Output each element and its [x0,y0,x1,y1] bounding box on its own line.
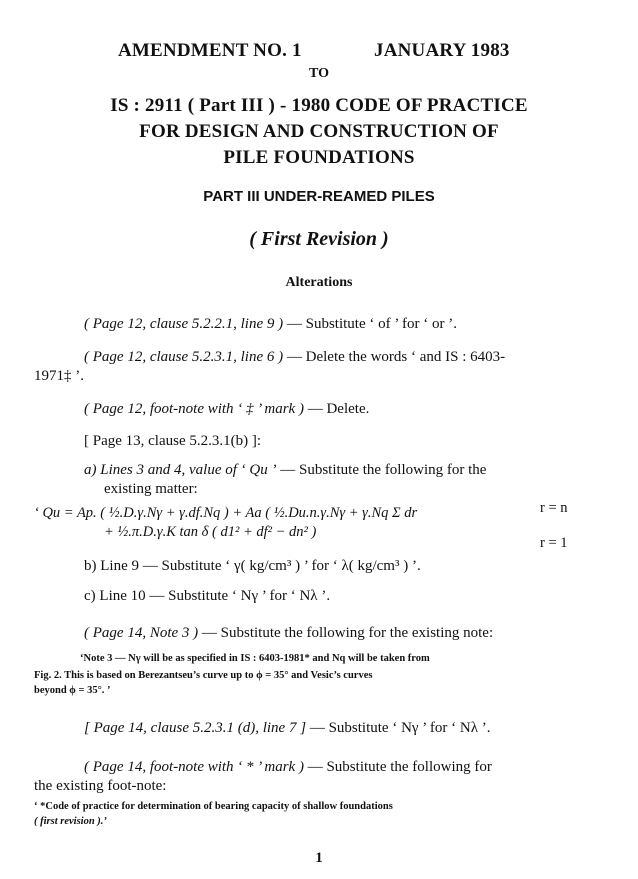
alteration-2-ref: ( Page 12, clause 5.2.3.1, line 6 ) [84,349,284,365]
formula-sum-lower: r = 1 [540,535,568,551]
alteration-2-continued: 1971‡ ’. [34,368,84,384]
alteration-6-ref: [ Page 14, clause 5.2.3.1 (d), line 7 ] [84,720,307,736]
to-label: TO [309,66,329,81]
sub-item-b: b) Line 9 — Substitute ‘ γ( kg/cm³ ) ’ for ‘ λ( kg/cm³ ) ’. [84,558,421,574]
formula-line-2: + ½.π.D.γ.K tan δ ( d1² + df² − dn² ) [104,524,317,540]
footnote-line-2: ( first revision ).’ [34,816,107,827]
formula-line-1: ‘ Qu = Ap. ( ½.D.γ.Nγ + γ.df.Nq ) + Aa ( ½.Du.n.γ.Nγ + γ.Nq Σ dr [34,505,418,521]
revision-label: ( First Revision ) [249,228,389,250]
sub-item-a-continued: existing matter: [104,481,198,497]
sub-item-c: c) Line 10 — Substitute ‘ Nγ ’ for ‘ Nλ ’. [84,588,331,604]
alteration-3-text: — Delete. [303,401,370,417]
alteration-4-ref: [ Page 13, clause 5.2.3.1(b) ]: [84,433,262,449]
alterations-heading: Alterations [285,275,353,290]
alteration-1-ref: ( Page 12, clause 5.2.2.1, line 9 ) [84,316,284,332]
standard-title: IS : 2911 ( Part III ) - 1980 CODE OF PRACTICE [110,95,528,116]
note-3-line-1: ‘Note 3 — Nγ will be as specified in IS : 6403-1981* and Nq will be taken from [80,653,430,664]
alteration-5-text: — Substitute the following for the existing note: [198,625,494,641]
note-3-line-2: Fig. 2. This is based on Berezantseu’s curve up to ϕ = 35° and Vesic’s curves [34,670,373,681]
sub-item-a-ref: a) Lines 3 and 4, value of ‘ Qu ’ [84,462,277,478]
alteration-5-ref: ( Page 14, Note 3 ) [84,625,199,641]
sub-item-a-text: — Substitute the following for the [276,462,487,478]
part-heading: PART III UNDER-REAMED PILES [203,188,435,205]
alteration-6 [84,720,491,737]
alteration-1-text: — Substitute ‘ of ’ for ‘ or ’. [283,316,457,332]
page-number: 1 [315,850,323,866]
alteration-7 [84,759,492,776]
amendment-date: JANUARY 1983 [374,40,510,61]
note-3-line-3: beyond ϕ = 35°. ’ [34,685,111,696]
alteration-5 [84,625,493,642]
standard-title-line2: FOR DESIGN AND CONSTRUCTION OF [139,121,499,142]
alteration-7-continued: the existing foot-note: [34,778,167,794]
standard-title-line3: PILE FOUNDATIONS [223,147,415,168]
alteration-2 [84,349,505,366]
alteration-7-ref: ( Page 14, foot-note with ‘ * ’ mark ) [84,759,304,775]
sub-item-a [84,462,486,479]
formula-sum-upper: r = n [540,500,568,516]
amendment-title: AMENDMENT NO. 1 [118,40,302,61]
alteration-7-text: — Substitute the following for [303,759,492,775]
alteration-3-ref: ( Page 12, foot-note with ‘ ‡ ’ mark ) [84,401,304,417]
alteration-3 [84,401,369,418]
alteration-2-text: — Delete the words ‘ and IS : 6403- [283,349,506,365]
alteration-1 [84,316,457,333]
alteration-6-text: — Substitute ‘ Nγ ’ for ‘ Nλ ’. [306,720,491,736]
footnote-line-1: ‘ *Code of practice for determination of bearing capacity of shallow foundations [34,801,393,812]
